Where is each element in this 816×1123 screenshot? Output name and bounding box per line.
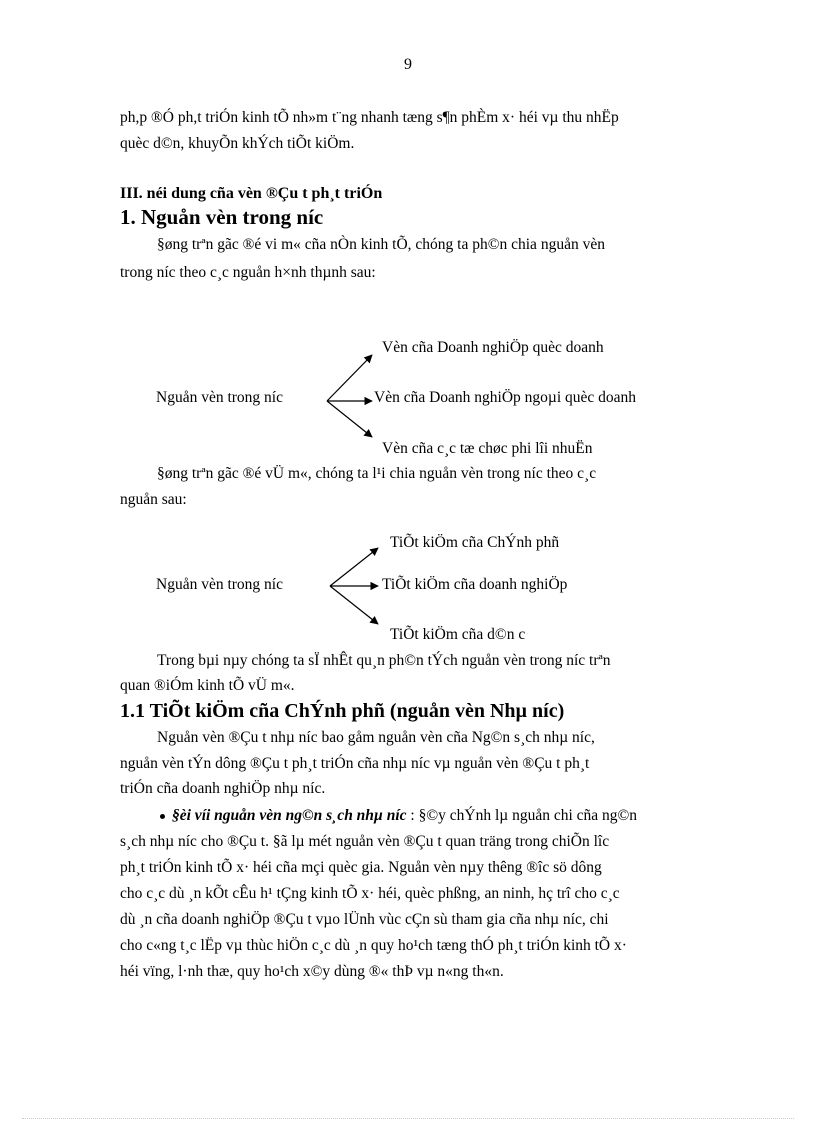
paragraph-macro-line-2: nguån sau:: [120, 491, 187, 508]
section-1-1-heading: 1.1 TiÕt kiÖm cña ChÝnh phñ (nguån vèn Nhµ níc): [120, 700, 565, 722]
paragraph-micro-line-1: §øng trªn gãc ®é vi m« cña nÒn kinh tÕ, chóng ta ph©n chia nguån vèn: [157, 236, 605, 253]
diagram-micro-target-mid: Vèn cña Doanh nghiÖp ngoµi quèc doanh: [374, 389, 637, 406]
diagram-micro-target-bottom: Vèn cña c¸c tæ chøc phi lîi nhuËn: [382, 440, 593, 457]
intro-line-2: quèc d©n, khuyÕn khÝch tiÕt kiÖm.: [120, 135, 355, 152]
diagram-micro-source: Nguån vèn trong níc: [156, 389, 283, 406]
diagram-macro-target-mid: TiÕt kiÖm cña doanh nghiÖp: [382, 576, 568, 593]
bullet-line-5: dù ¸n cña doanh nghiÖp ®Çu t vµo lÜnh vùc cÇn sù tham gia cña nhµ níc, chi: [120, 911, 609, 928]
section-3-heading: III. néi dung cña vèn ®Çu t ph¸t triÓn: [120, 185, 383, 202]
bullet-line-7: héi vïng, l·nh thæ, quy ho¹ch x©y dùng ®« thÞ vµ n«ng th«n.: [120, 963, 504, 980]
paragraph-scope-line-2: quan ®iÓm kinh tÕ vÜ m«.: [120, 677, 295, 694]
bullet-line-6: cho c«ng t¸c lËp vµ thùc hiÖn c¸c dù ¸n quy ho¹ch tæng thÓ ph¸t triÓn kinh tÕ x·: [120, 937, 627, 954]
bullet-line-2: s¸ch nhµ níc cho ®Çu t. §ã lµ mét nguån vèn ®Çu t quan träng trong chiÕn lîc: [120, 833, 610, 850]
bullet-line-1-rest: : §©y chÝnh lµ nguån chi cña ng©n: [406, 807, 638, 824]
paragraph-state-line-2: nguån vèn tÝn dông ®Çu t ph¸t triÓn cña nhµ níc vµ nguån vèn ®Çu t ph¸t: [120, 755, 590, 772]
paragraph-macro-line-1: §øng trªn gãc ®é vÜ m«, chóng ta l¹i chia nguån vèn trong níc theo c¸c: [157, 465, 597, 482]
diagram-macro-source: Nguån vèn trong níc: [156, 576, 283, 593]
bullet-line-3: ph¸t triÓn kinh tÕ x· héi cña mçi quèc gia. Nguån vèn nµy thêng ®îc sö dông: [120, 859, 602, 876]
paragraph-micro-line-2: trong níc theo c¸c nguån h×nh thµnh sau:: [120, 264, 376, 281]
diagram-macro-arrow-down: [330, 586, 378, 624]
paragraph-state-line-3: triÓn cña doanh nghiÖp nhµ níc.: [120, 780, 326, 797]
paragraph-scope-line-1: Trong bµi nµy chóng ta sÏ nhÊt qu¸n ph©n tÝch nguån vèn trong níc trªn: [157, 652, 611, 669]
diagram-macro-target-bottom: TiÕt kiÖm cña d©n c: [390, 626, 526, 643]
bullet-dot: [160, 814, 165, 819]
diagram-macro-arrow-up: [330, 548, 378, 586]
diagram-micro-target-top: Vèn cña Doanh nghiÖp quèc doanh: [382, 339, 604, 356]
diagram-micro-arrow-down: [327, 401, 372, 437]
section-1-heading: 1. Nguån vèn trong níc: [120, 205, 324, 229]
diagram-micro-arrow-up: [327, 355, 372, 401]
intro-line-1: ph,p ®Ó ph,t triÓn kinh tÕ nh»m t¨ng nhanh tæng s¶n phÈm x· héi vµ thu nhËp: [120, 109, 619, 126]
paragraph-state-line-1: Nguån vèn ®Çu t nhµ níc bao gåm nguån vèn cña Ng©n s¸ch nhµ níc,: [157, 729, 595, 746]
page-footer-rule: [22, 1118, 794, 1119]
bullet-line-1: [172, 808, 637, 824]
bullet-line-4: cho c¸c dù ¸n kÕt cÊu h¹ tÇng kinh tÕ x· héi, quèc phßng, an ninh, hç trî cho c¸c: [120, 885, 620, 902]
diagram-macro-target-top: TiÕt kiÖm cña ChÝnh phñ: [390, 534, 560, 551]
page-number: 9: [404, 56, 412, 73]
bullet-lead: §èi víi nguån vèn ng©n s¸ch nhµ níc: [172, 807, 407, 824]
